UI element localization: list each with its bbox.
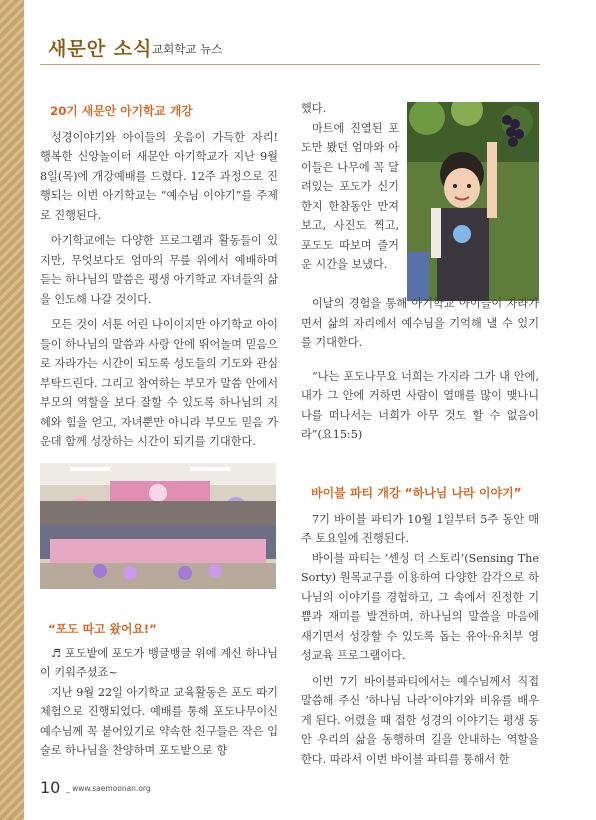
- paragraph: 지난 9월 22일 아기학교 교육활동은 포도 따기 체험으로 진행되었다. 예배를 통해 포도나무이신 예수님께 꼭 붙어있기로 약속한 친구들은 작은 입술로 하나님을 찬양하며 포도밭으로 향: [40, 685, 278, 757]
- article-baby-school: [40, 102, 278, 458]
- paragraph: 했다.: [301, 102, 327, 115]
- header-divider: [40, 64, 540, 65]
- page-header: [40, 28, 540, 68]
- section-heading: 20기 새문안 아기학교 개강: [50, 104, 193, 118]
- paragraph: 모든 것이 서툰 어린 나이이지만 아기학교 아이들이 하나님의 말씀과 사랑 안에 뛰어놀며 믿음으로 자라가는 시간이 되도록 성도들의 기도와 관심 부탁드린다. 그리고 참여하는 부모가 말씀 안에서 부모의 역할을 보다 잘할 수 있도록 하나님의 지혜와 힘을 얻고, 자녀뿐만 아니라 부모도 믿음 가운데 함께 성장하는 시간이 되기를 기대한다.: [40, 318, 278, 448]
- section-heading: 바이블 파티 개강 “하나님 나라 이야기”: [311, 486, 522, 500]
- bible-quote: “나는 포도나무요 너희는 가지라 그가 내 안에, 내가 그 안에 거하면 사람이 열매를 많이 맺나니 나를 떠나서는 너희가 아무 것도 할 수 없음이라”(요15:5): [301, 369, 539, 441]
- page-number: 10: [40, 778, 61, 797]
- article-grape-ending: [301, 294, 539, 451]
- page-subtitle: 교회학교 뉴스: [152, 42, 223, 56]
- child-grape-photo: [407, 102, 539, 301]
- song-lyric: ♬ 포도밭에 포도가 뱅글뱅글 위에 계신 하나님이 키워주셨죠~: [40, 646, 278, 679]
- decorative-side-bar: [0, 0, 24, 820]
- paragraph: 이날의 경험을 통해 아기학교 아이들이 자라가면서 삶의 자리에서 예수님을 기억해 낼 수 있기를 기대한다.: [301, 297, 539, 349]
- paragraph: 이번 7기 바이블파티에서는 예수님께서 직접 말씀해 주신 ‘하나님 나라’이야기와 비유를 배우게 된다. 어렸을 때 접한 성경의 이야기는 평생 동안 우리의 삶을 동행하며 길을 안내하는 역할을 한다. 따라서 이번 바이블 파티를 통해서 한: [301, 674, 539, 766]
- article-grape-continued: [301, 99, 399, 275]
- group-photo: [40, 463, 276, 589]
- footer-url: _ www.saemoonan.org: [66, 784, 151, 793]
- page-footer: [40, 778, 560, 798]
- article-grape-picking: [40, 620, 278, 767]
- paragraph: 바이블 파티는 ‘센싱 더 스토리’(Sensing The Sorty) 원목교구를 이용하여 다양한 감각으로 하나님의 이야기를 경험하고, 그 속에서 진정한 기쁨과 재미를 발견하며, 하나님의 말씀을 마음에 새기면서 성장할 수 있도록 돕는 유아·유치부 영성교육 프로그램이다.: [301, 551, 539, 662]
- paragraph: 아기학교에는 다양한 프로그램과 활동들이 있지만, 무엇보다도 엄마의 무릎 위에서 예배하며 듣는 하나님의 말씀은 평생 아기학교 자녀들의 삶을 인도해 나갈 것이다.: [40, 234, 278, 306]
- page-title: 새문안 소식: [48, 38, 153, 60]
- section-heading: “포도 따고 왔어요!”: [48, 622, 157, 636]
- paragraph: 마트에 진열된 포도만 봤던 엄마와 아이들은 나무에 꼭 달려있는 포도가 신기한지 한참동안 만져보고, 사진도 찍고, 포도도 따보며 즐거운 시간을 보냈다.: [301, 121, 399, 271]
- article-bible-party: [301, 484, 539, 775]
- paragraph: 성경이야기와 아이들의 웃음이 가득한 자리! 행복한 신앙놀이터 새문안 아기학교가 지난 9월 8일(목)에 개강예배를 드렸다. 12주 과정으로 진행되는 이번 아기학교는 “예수님 이야기”를 주제로 진행된다.: [40, 130, 278, 222]
- paragraph: 7기 바이블 파티가 10월 1일부터 5주 동안 매주 토요일에 진행된다.: [301, 512, 539, 545]
